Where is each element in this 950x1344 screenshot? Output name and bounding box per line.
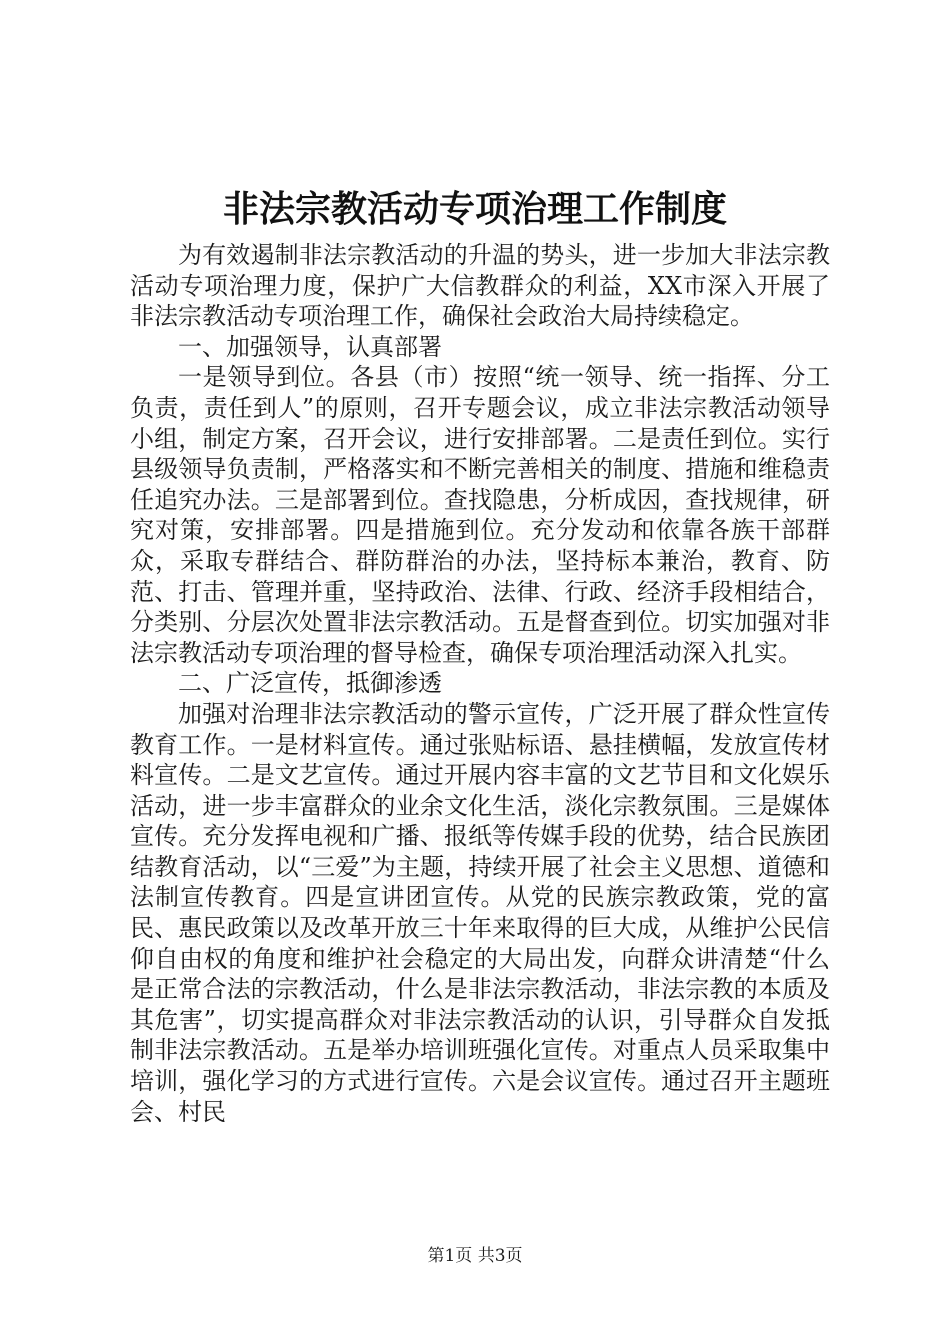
section-heading-2: 二、广泛宣传，抵御渗透 [178,669,442,698]
document-body [130,240,830,1127]
paragraph-intro: 为有效遏制非法宗教活动的升温的势头，进一步加大非法宗教活动专项治理力度，保护广大信教群众的利益，XX市深入开展了非法宗教活动专项治理工作，确保社会政治大局持续稳定。 [130,241,830,331]
page-number-footer: 第1页 共3页 [427,1246,523,1266]
paragraph-section-1: 一是领导到位。各县（市）按照“统一领导、统一指挥、分工负责，责任到人”的原则，召开专题会议，成立非法宗教活动领导小组，制定方案，召开会议，进行安排部署。二是责任到位。实行县级领导负责制，严格落实和不断完善相关的制度、措施和维稳责任追究办法。三是部署到位。查找隐患，分析成因，查找规律，研究对策，安排部署。四是措施到位。充分发动和依靠各族干部群众，采取专群结合、群防群治的办法，坚持标本兼治，教育、防范、打击、管理并重，坚持政治、法律、行政、经济手段相结合，分类别、分层次处置非法宗教活动。五是督查到位。切实加强对非法宗教活动专项治理的督导检查，确保专项治理活动深入扎实。 [130,363,830,667]
paragraph-section-2: 加强对治理非法宗教活动的警示宣传，广泛开展了群众性宣传教育工作。一是材料宣传。通过张贴标语、悬挂横幅，发放宣传材料宣传。二是文艺宣传。通过开展内容丰富的文艺节目和文化娱乐活动，进一步丰富群众的业余文化生活，淡化宗教氛围。三是媒体宣传。充分发挥电视和广播、报纸等传媒手段的优势，结合民族团结教育活动，以“三爱”为主题，持续开展了社会主义思想、道德和法制宣传教育。四是宣讲团宣传。从党的民族宗教政策，党的富民、惠民政策以及改革开放三十年来取得的巨大成，从维护公民信仰自由权的角度和维护社会稳定的大局出发，向群众讲清楚“什么是正常合法的宗教活动，什么是非法宗教活动，非法宗教的本质及其危害”，切实提高群众对非法宗教活动的认识，引导群众自发抵制非法宗教活动。五是举办培训班强化宣传。对重点人员采取集中培训，强化学习的方式进行宣传。六是会议宣传。通过召开主题班会、村民 [130,699,830,1126]
document-title: 非法宗教活动专项治理工作制度 [222,188,727,230]
section-heading-1: 一、加强领导，认真部署 [178,332,442,361]
